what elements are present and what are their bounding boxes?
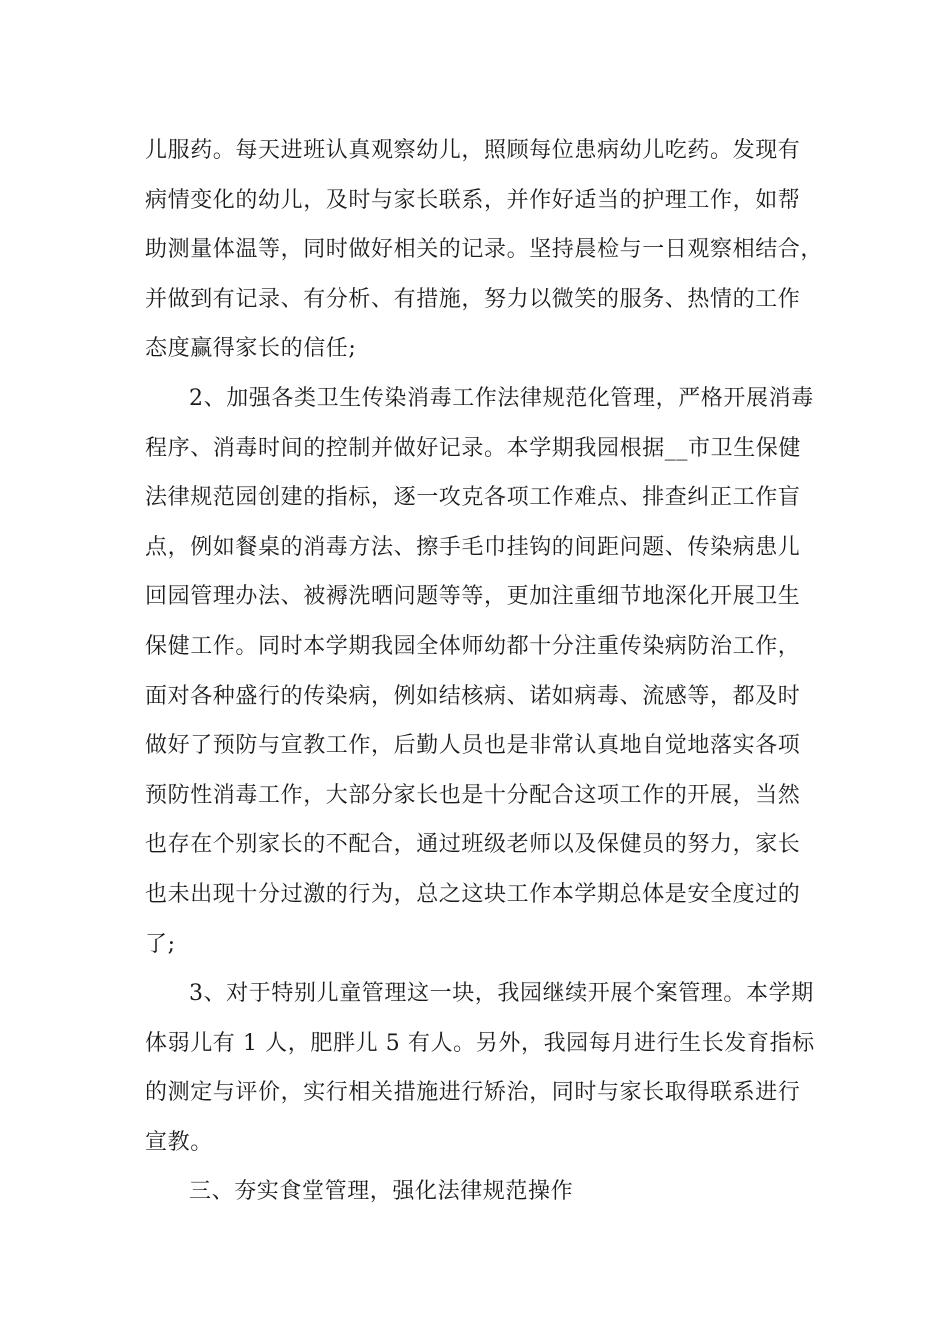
paragraph-line: 的测定与评价，实行相关措施进行矫治，同时与家长取得联系进行 (145, 1080, 801, 1106)
paragraph-line: 也未出现十分过激的行为，总之这块工作本学期总体是安全度过的 (145, 881, 801, 907)
paragraph-line: 程序、消毒时间的控制并做好记录。本学期我园根据__市卫生保健 (145, 435, 802, 461)
paragraph-line: 2、加强各类卫生传染消毒工作法律规范化管理，严格开展消毒 (189, 385, 814, 411)
paragraph-line: 儿服药。每天进班认真观察幼儿，照顾每位患病幼儿吃药。发现有 (145, 138, 801, 163)
paragraph-line: 宣教。 (145, 1129, 213, 1155)
paragraph-line: 面对各种盛行的传染病，例如结核病、诺如病毒、流感等，都及时 (145, 683, 801, 709)
paragraph-line: 预防性消毒工作，大部分家长也是十分配合这项工作的开展，当然 (145, 782, 801, 808)
paragraph-line: 3、对于特别儿童管理这一块，我园继续开展个案管理。本学期 (189, 981, 814, 1007)
paragraph-line: 也存在个别家长的不配合，通过班级老师以及保健员的努力，家长 (145, 832, 801, 858)
paragraph-line: 点，例如餐桌的消毒方法、擦手毛巾挂钩的间距问题、传染病患儿 (145, 534, 801, 560)
section-heading: 三、夯实食堂管理，强化法律规范操作 (189, 1179, 574, 1205)
paragraph-line: 了; (145, 931, 176, 957)
paragraph-line: 并做到有记录、有分析、有措施，努力以微笑的服务、热情的工作 (145, 286, 801, 312)
document-body (145, 126, 825, 1217)
paragraph-line: 回园管理办法、被褥洗晒问题等等，更加注重细节地深化开展卫生 (145, 584, 801, 610)
paragraph-line: 病情变化的幼儿，及时与家长联系，并作好适当的护理工作，如帮 (145, 187, 801, 213)
paragraph-line: 法律规范园创建的指标，逐一攻克各项工作难点、排查纠正工作盲 (145, 485, 801, 511)
paragraph-line: 态度赢得家长的信任; (145, 336, 357, 362)
paragraph-line: 助测量体温等，同时做好相关的记录。坚持晨检与一日观察相结合， (145, 237, 824, 263)
paragraph-line: 做好了预防与宣教工作，后勤人员也是非常认真地自觉地落实各项 (145, 733, 801, 759)
paragraph-line: 体弱儿有 1 人，肥胖儿 5 有人。另外，我园每月进行生长发育指标 (145, 1030, 815, 1056)
paragraph-line: 保健工作。同时本学期我园全体师幼都十分注重传染病防治工作， (145, 633, 801, 659)
